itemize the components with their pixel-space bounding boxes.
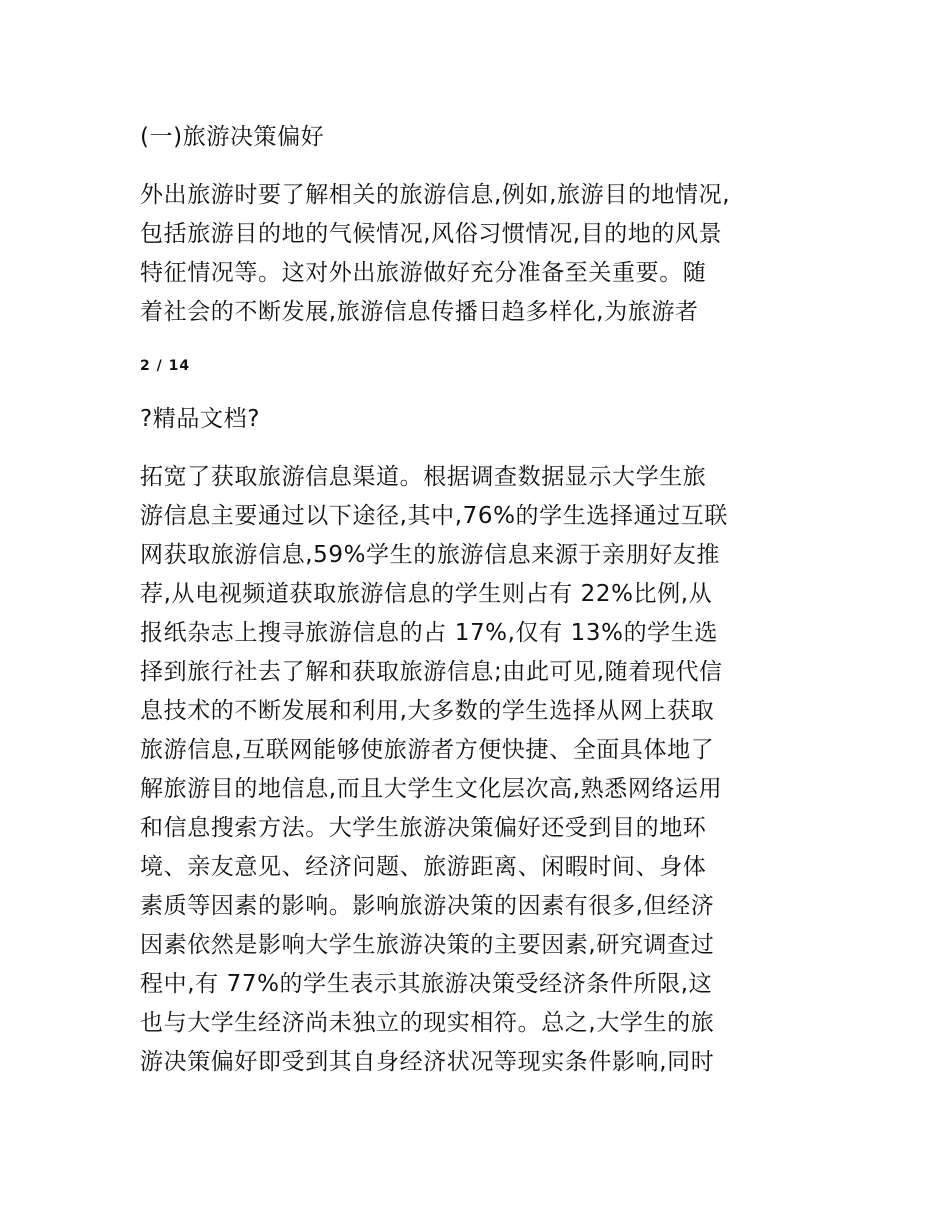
paragraph-line: 荐,从电视频道获取旅游信息的学生则占有 22%比例,从 xyxy=(140,581,713,607)
paragraph-line: 游信息主要通过以下途径,其中,76%的学生选择通过互联 xyxy=(140,503,728,529)
paragraph-line: 和信息搜索方法。大学生旅游决策偏好还受到目的地环 xyxy=(140,815,707,841)
paragraph-line: 也与大学生经济尚未独立的现实相符。总之,大学生的旅 xyxy=(140,1010,715,1036)
paragraph-line: 外出旅游时要了解相关的旅游信息,例如,旅游目的地情况, xyxy=(140,182,731,208)
paragraph-line: 游决策偏好即受到其自身经济状况等现实条件影响,同时 xyxy=(140,1049,715,1075)
paragraph-line: 息技术的不断发展和利用,大多数的学生选择从网上获取 xyxy=(140,698,715,724)
paragraph-line: 旅游信息,互联网能够使旅游者方便快捷、全面具体地了 xyxy=(140,737,715,763)
paragraph-line: 特征情况等。这对外出旅游做好充分准备至关重要。随 xyxy=(140,260,707,286)
paragraph-line: 因素依然是影响大学生旅游决策的主要因素,研究调查过 xyxy=(140,932,715,958)
paragraph-line: 包括旅游目的地的气候情况,风俗习惯情况,目的地的风景 xyxy=(140,221,723,247)
paragraph-line: 网获取旅游信息,59%学生的旅游信息来源于亲朋好友推 xyxy=(140,542,721,568)
paragraph-line: 着社会的不断发展,旅游信息传播日趋多样化,为旅游者 xyxy=(140,299,699,325)
paragraph-line: 境、亲友意见、经济问题、旅游距离、闲暇时间、身体 xyxy=(140,854,707,880)
paragraph-line: 程中,有 77%的学生表示其旅游决策受经济条件所限,这 xyxy=(140,971,713,997)
paragraph-line: 解旅游目的地信息,而且大学生文化层次高,熟悉网络运用 xyxy=(140,776,723,802)
paragraph-line: 报纸杂志上搜寻旅游信息的占 17%,仅有 13%的学生选 xyxy=(140,620,718,646)
page-number: 2 / 14 xyxy=(140,358,191,374)
paragraph-line: 素质等因素的影响。影响旅游决策的因素有很多,但经济 xyxy=(140,893,715,919)
section-heading: (一)旅游决策偏好 xyxy=(140,124,325,150)
paragraph-line: 择到旅行社去了解和获取旅游信息;由此可见,随着现代信 xyxy=(140,659,723,685)
paragraph-line: 拓宽了获取旅游信息渠道。根据调查数据显示大学生旅 xyxy=(140,464,707,490)
document-header-label: ?精品文档? xyxy=(140,406,261,432)
